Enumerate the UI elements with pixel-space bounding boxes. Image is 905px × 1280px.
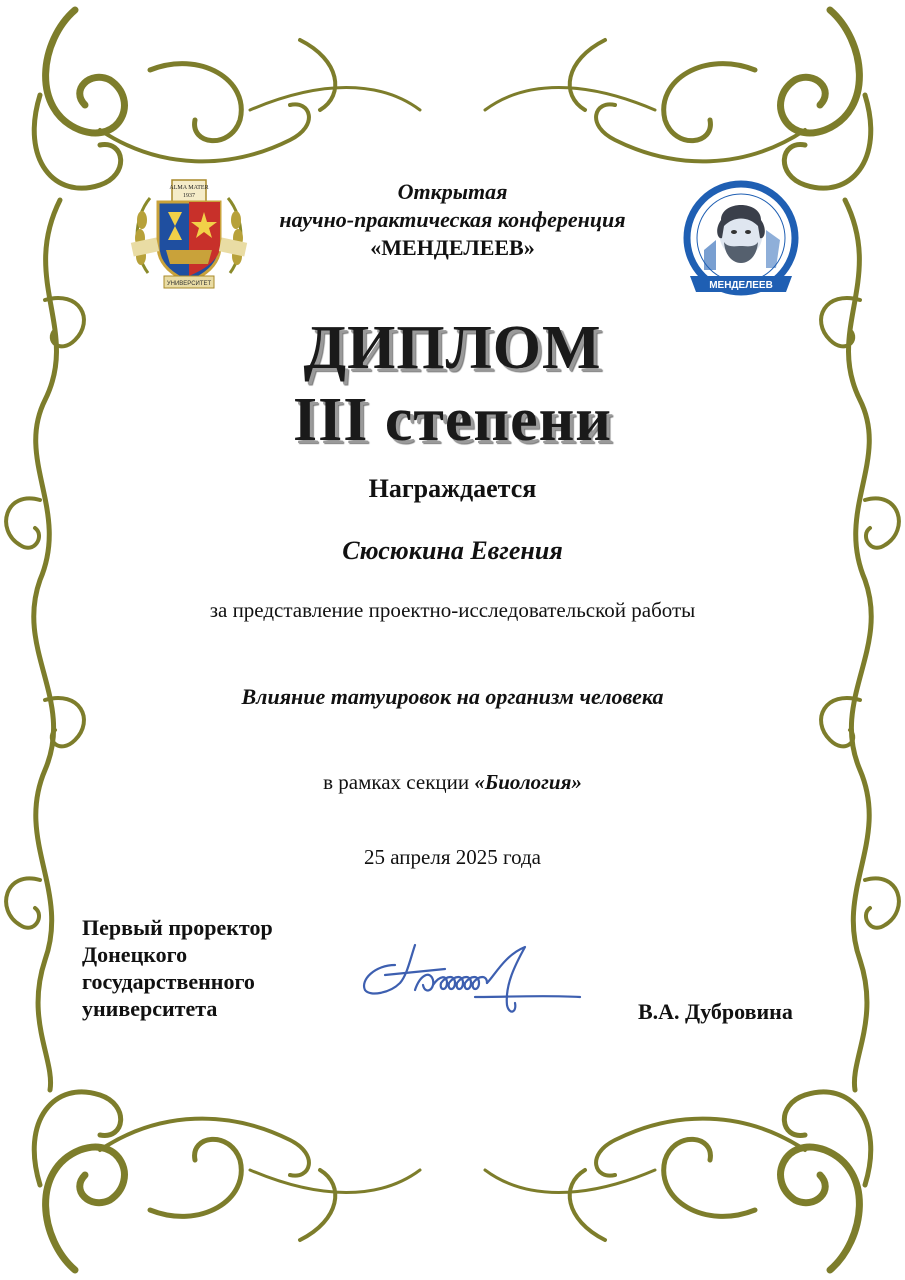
signer-title-line: Донецкого xyxy=(82,942,188,967)
svg-text:1937: 1937 xyxy=(183,193,195,199)
awarded-label: Награждается xyxy=(368,474,537,503)
diploma-title xyxy=(0,312,905,456)
conference-line2: научно-практическая конференция xyxy=(279,207,626,232)
svg-text:МЕНДЕЛЕЕВ: МЕНДЕЛЕЕВ xyxy=(709,280,773,291)
signer-title-line: университета xyxy=(82,996,218,1021)
signer-title xyxy=(82,914,273,1022)
handwritten-signature xyxy=(355,935,585,1020)
section-name: «Биология» xyxy=(474,770,582,794)
conference-line1: Открытая xyxy=(397,179,508,204)
signer-title-line: государственного xyxy=(82,969,255,994)
section-line xyxy=(0,770,905,795)
recipient-name: Сюсюкина Евгения xyxy=(342,536,563,565)
crest-top-text: ALMA MATER xyxy=(169,185,209,191)
conference-header xyxy=(0,178,905,262)
svg-text:УНИВЕРСИТЕТ: УНИВЕРСИТЕТ xyxy=(166,281,212,287)
section-prefix: в рамках секции xyxy=(323,770,470,794)
diploma-word: ДИПЛОМ xyxy=(303,314,602,382)
award-reason: за представление проектно-исследовательской работы xyxy=(209,598,696,622)
award-date: 25 апреля 2025 года xyxy=(364,845,541,869)
conference-name: «МЕНДЕЛЕЕВ» xyxy=(370,235,535,260)
project-topic: Влияние татуировок на организм человека xyxy=(241,684,664,709)
signer-title-line: Первый проректор xyxy=(82,915,273,940)
signer-name: В.А. Дубровина xyxy=(638,999,793,1024)
diploma-degree: III степени xyxy=(292,386,613,454)
